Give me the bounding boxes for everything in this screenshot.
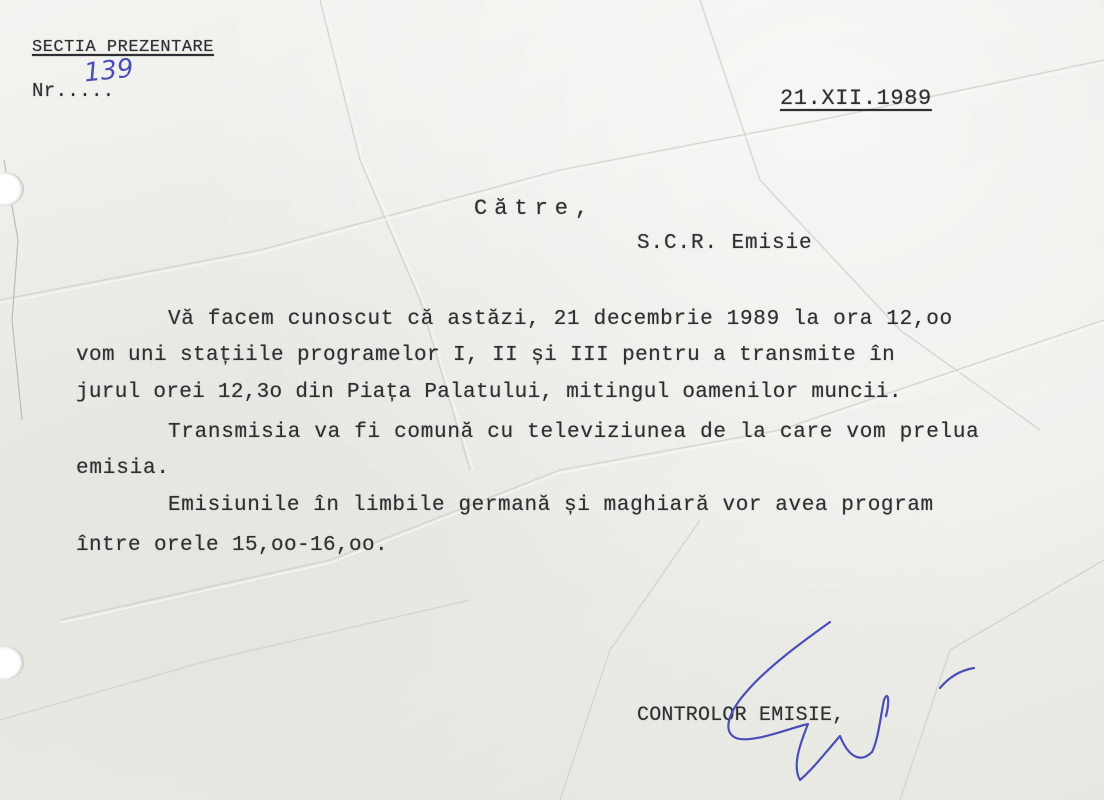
salutation: Către,: [474, 196, 596, 221]
punch-hole-top: [0, 172, 24, 206]
body-line: Transmisia va fi comună cu televiziunea de la care vom prelua: [168, 421, 980, 444]
document-date: 21.XII.1989: [780, 86, 932, 111]
number-label: Nr.....: [32, 80, 115, 102]
recipient: S.C.R. Emisie: [637, 232, 813, 255]
registration-number: 139: [82, 53, 136, 89]
body-line: emisia.: [76, 457, 170, 480]
body-line: vom uni stațiile programelor I, II și III pentru a transmite în: [76, 344, 896, 367]
body-line: Emisiunile în limbile germană și maghiară vor avea program: [168, 494, 934, 517]
body-line: Vă facem cunoscut că astăzi, 21 decembrie 1989 la ora 12,oo: [168, 308, 953, 331]
signoff: CONTROLOR EMISIE,: [637, 704, 845, 727]
body-line: jurul orei 12,3o din Piața Palatului, mitingul oamenilor muncii.: [76, 381, 902, 404]
department-heading: SECTIA PREZENTARE: [32, 38, 214, 57]
body-line: între orele 15,oo-16,oo.: [76, 534, 389, 557]
punch-hole-bottom: [0, 646, 24, 680]
